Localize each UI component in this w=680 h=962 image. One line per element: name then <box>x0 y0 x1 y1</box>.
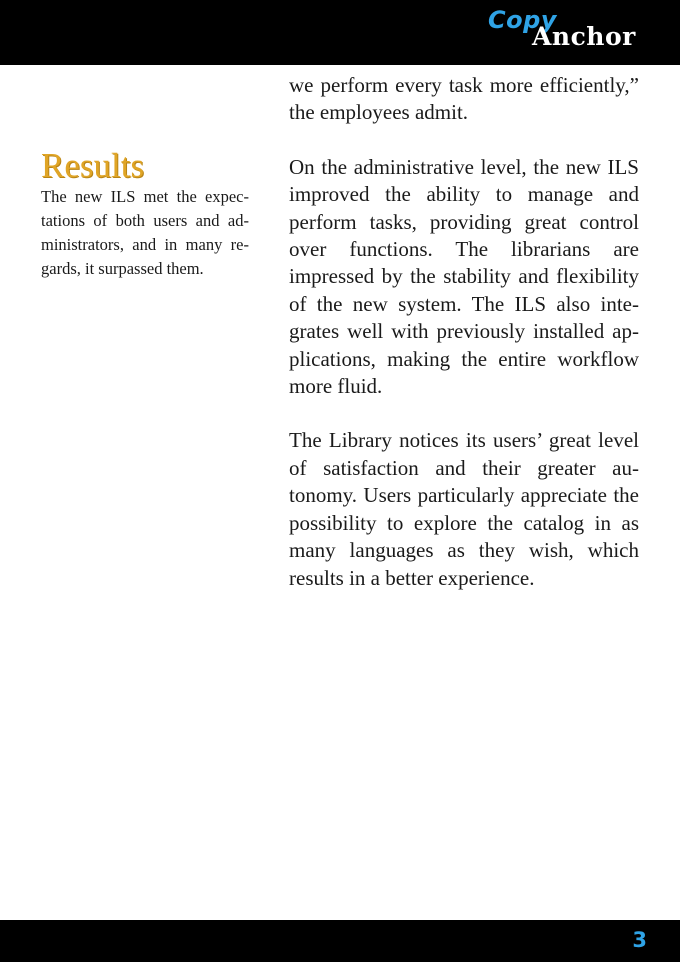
main-column <box>289 72 639 619</box>
header-bar <box>0 0 680 65</box>
footer-bar <box>0 920 680 962</box>
logo-copy-text: Copy <box>488 6 557 34</box>
body-paragraph-2: On the administrative level, the new ILS improved the ability to manage and perform tasks, providing great control over functions. The librarians are impressed by the stability and flexibility of the new system. The ILS also integrates well with previously installed applications, making the entire workflow more fluid. <box>289 154 639 399</box>
page-number: 3 <box>632 928 647 952</box>
body-paragraph-3: The Library notices its users’ great level of satisfaction and their greater autonomy. Users particularly appreciate the possibility to explore the catalog in as many languages as they wish, which results in a better experience. <box>289 428 639 590</box>
copyanchor-logo <box>484 6 654 56</box>
results-heading: Results <box>41 146 145 185</box>
results-summary: The new ILS met the expectations of both users and administrators, and in many regards, it surpassed them. <box>41 187 249 278</box>
results-sidebar <box>41 148 249 281</box>
body-paragraph-1: we perform every task more efficiently,” the employees admit. <box>289 73 639 125</box>
logo-anchor-text: Anchor <box>532 22 636 51</box>
